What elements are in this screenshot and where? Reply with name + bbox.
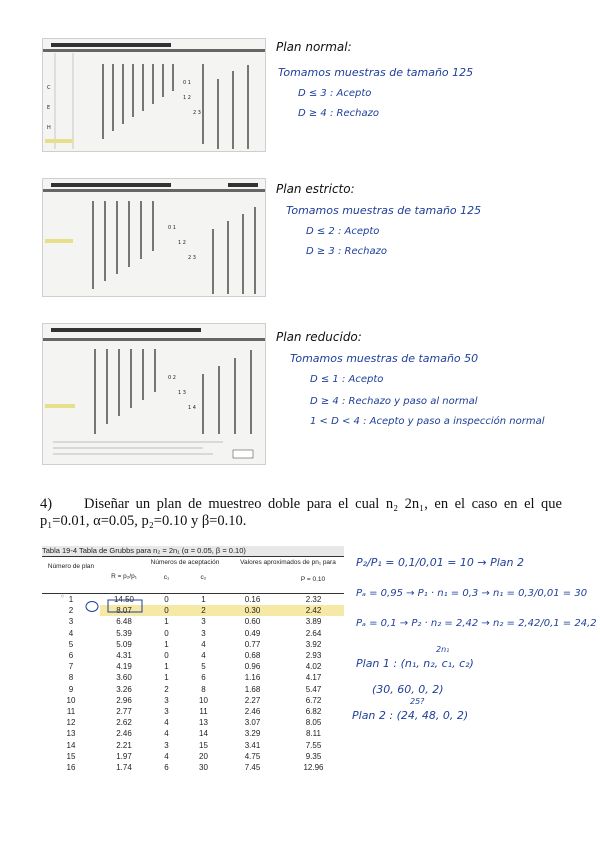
table-cell: 0 — [164, 628, 169, 638]
svg-text:0 1: 0 1 — [183, 80, 191, 86]
table-cell: 4.19 — [116, 662, 132, 672]
table-cell: 1 — [68, 595, 74, 604]
table-image-reduced — [42, 323, 266, 465]
question-number: 4) — [40, 496, 53, 512]
table-cell: 0 — [164, 651, 169, 661]
col-r-header: R = p₂/p₁ — [111, 573, 137, 580]
plan-strict-title: Plan estricto: — [276, 182, 355, 196]
table-row — [42, 661, 344, 672]
table-cell: 7 — [68, 662, 74, 672]
table-cell: 4 — [164, 718, 169, 728]
svg-text:0 1: 0 1 — [168, 225, 176, 231]
table-cell: 6.72 — [305, 695, 322, 705]
table-cell: 4 — [164, 729, 169, 739]
table-cell: 2.46 — [244, 707, 261, 717]
table-cell: 4.02 — [305, 662, 322, 672]
table-cell: 3.07 — [244, 718, 261, 728]
svg-text:2 3: 2 3 — [193, 110, 201, 116]
table-cell: 0 — [164, 595, 169, 604]
table-row — [42, 740, 344, 751]
sampling-table-strict — [43, 179, 265, 296]
table-cell: 1.74 — [116, 763, 132, 773]
table-cell: 4.17 — [305, 673, 322, 683]
table-cell: 1 — [201, 595, 206, 604]
table-cell: 0.49 — [244, 628, 261, 638]
table-cell: 3 — [164, 740, 169, 750]
table-cell: 3.41 — [244, 740, 261, 750]
table-cell: 1 — [164, 662, 169, 672]
table-cell: 1.68 — [244, 684, 261, 694]
svg-text:E: E — [47, 105, 51, 111]
table-cell: 14 — [66, 740, 76, 750]
table-cell: 12.96 — [303, 763, 324, 773]
table-cell: 14 — [199, 729, 208, 739]
note-plan1-above: 2n₁ — [436, 645, 450, 654]
table-cell: 2.21 — [116, 740, 132, 750]
table-cell: 8 — [201, 684, 206, 694]
svg-text:2 3: 2 3 — [188, 255, 196, 261]
plan-normal-title: Plan normal: — [276, 40, 352, 54]
grubbs-table — [42, 546, 344, 773]
table-cell: 2.46 — [116, 729, 132, 739]
note-plan1-values: (30, 60, 0, 2) — [372, 683, 444, 696]
table-cell: 6.82 — [305, 707, 322, 717]
table-cell: 16 — [66, 763, 76, 773]
col-c2-header: c₂ — [200, 574, 207, 581]
plan-normal-sample: Tomamos muestras de tamaño 125 — [278, 66, 474, 79]
table-cell: 2.77 — [116, 707, 132, 717]
table-row — [42, 706, 344, 717]
table-cell: 0.68 — [244, 651, 261, 661]
table-row — [42, 639, 344, 650]
table-row — [42, 628, 344, 639]
svg-text:1 3: 1 3 — [178, 390, 186, 396]
table-cell: 15 — [66, 751, 76, 761]
table-cell: 0.96 — [244, 662, 261, 672]
table-cell: 13 — [199, 718, 208, 728]
table-cell: 3.29 — [244, 729, 261, 739]
plan-reduced-sample: Tomamos muestras de tamaño 50 — [290, 352, 479, 365]
table-cell: 6.48 — [116, 617, 132, 627]
plan-reduced-rule-accept: D ≤ 1 : Acepto — [310, 374, 384, 385]
table-cell: 4.31 — [116, 651, 132, 661]
table-cell: 2.32 — [305, 595, 322, 604]
note-plan2-above: 25? — [410, 697, 425, 706]
table-cell: 5 — [68, 639, 74, 649]
table-cell: 8.07 — [100, 605, 148, 616]
table-cell: 5 — [201, 662, 206, 672]
table-cell: 8 — [68, 673, 74, 683]
table-cell: 4 — [201, 651, 206, 661]
note-pa-01: Pₐ = 0,1 → P₂ · n₂ = 2,42 → n₂ = 2,42/0,1 = 24,2 — [356, 618, 597, 629]
table-cell: 4 — [201, 639, 206, 649]
table-cell: 15 — [199, 740, 208, 750]
table-row — [42, 672, 344, 683]
table-cell: 1 — [164, 639, 169, 649]
table-cell: 30 — [199, 763, 208, 773]
table-cell: 6 — [164, 763, 169, 773]
table-cell: 3 — [68, 617, 74, 627]
plan-reduced-title: Plan reducido: — [276, 330, 362, 344]
table-cell: 2.27 — [244, 695, 261, 705]
table-cell: 2.64 — [305, 628, 322, 638]
plan-reduced-rule-reject: D ≥ 4 : Rechazo y paso al normal — [310, 396, 478, 407]
table-row — [42, 717, 344, 728]
col-c1-header: c₁ — [163, 574, 170, 581]
svg-text:1 2: 1 2 — [178, 240, 186, 246]
col-plan-header: Número de plan — [47, 563, 95, 570]
question-text: Diseñar un plan de muestreo doble para el cual n₂ 2n₁, en el caso en el que p₁=0.01, α=0.05, p₂=0.10 y β=0.10. — [40, 496, 562, 529]
plan-reduced-rule-between: 1 < D < 4 : Acepto y paso a inspección normal — [310, 416, 545, 427]
table-row — [42, 695, 344, 706]
col-p-header: P = 0.10 — [300, 576, 326, 583]
table-cell: 3.89 — [305, 617, 322, 627]
table-cell: 4.75 — [244, 751, 261, 761]
table-cell: 8.11 — [306, 729, 321, 739]
table-cell: 9 — [68, 684, 74, 694]
svg-text:H: H — [47, 125, 51, 131]
table-cell: 7.45 — [244, 763, 261, 773]
table-cell: 5.39 — [116, 628, 132, 638]
table-cell: 1.97 — [116, 751, 132, 761]
table-cell: 3.26 — [116, 684, 132, 694]
table-cell: 1 — [164, 673, 169, 683]
table-row — [42, 650, 344, 661]
table-row — [42, 728, 344, 739]
table-cell: 2 — [164, 684, 169, 694]
table-cell: 0 — [148, 605, 185, 616]
table-image-strict — [42, 178, 266, 297]
table-annotations — [40, 585, 160, 625]
table-cell: 2.62 — [116, 718, 132, 728]
table-cell: 2.42 — [283, 605, 344, 616]
note-plan1: Plan 1 : (n₁, n₂, c₁, c₂) — [356, 657, 474, 670]
table-cell: 3 — [201, 628, 206, 638]
table-cell: 3.92 — [305, 639, 322, 649]
table-cell: 3.60 — [116, 673, 132, 683]
svg-text:0 2: 0 2 — [168, 375, 176, 381]
table-cell: 4 — [164, 751, 169, 761]
col-vals-header: Valores aproximados de pn₁ para — [240, 559, 336, 566]
table-row — [42, 762, 344, 773]
table-cell: 11 — [66, 707, 76, 717]
table-cell: 0.60 — [244, 617, 261, 627]
plan-normal-rule-reject: D ≥ 4 : Rechazo — [298, 108, 379, 119]
table-cell: 20 — [199, 751, 208, 761]
table-cell: 5.09 — [116, 639, 132, 649]
plan-strict-sample: Tomamos muestras de tamaño 125 — [286, 204, 482, 217]
table-cell: 13 — [66, 729, 76, 739]
plan-normal-rule-accept: D ≤ 3 : Acepto — [298, 88, 372, 99]
table-cell: 0.16 — [244, 595, 261, 604]
table-cell: 12 — [66, 718, 76, 728]
sampling-table-normal — [43, 39, 265, 151]
col-acc-header: Números de aceptación — [150, 559, 220, 566]
table-cell: 2.93 — [305, 651, 322, 661]
table-cell: 2 — [185, 605, 222, 616]
table-cell: 1 — [164, 617, 169, 627]
table-cell: 0.30 — [222, 605, 283, 616]
svg-text:1 2: 1 2 — [183, 95, 191, 101]
table-cell: 9.35 — [305, 751, 322, 761]
table-cell: 6 — [68, 651, 74, 661]
table-cell: 7.55 — [305, 740, 322, 750]
table-cell: 10 — [199, 695, 208, 705]
table-cell: 11 — [199, 707, 208, 717]
svg-text:C: C — [47, 85, 51, 91]
svg-text:1 4: 1 4 — [188, 405, 196, 411]
table-cell: 14.50 — [113, 595, 135, 604]
table-cell: 3 — [164, 707, 169, 717]
table-row — [42, 751, 344, 762]
table-cell: 3 — [201, 617, 206, 627]
table-cell: 0.77 — [244, 639, 261, 649]
table-cell: 10 — [66, 695, 76, 705]
note-pa-095: Pₐ = 0,95 → P₁ · n₁ = 0,3 → n₁ = 0,3/0,01 = 30 — [356, 588, 588, 599]
table-cell: 4 — [68, 628, 74, 638]
table-row — [42, 684, 344, 695]
plan-strict-rule-accept: D ≤ 2 : Acepto — [306, 226, 380, 237]
note-ratio: P₂/P₁ = 0,1/0,01 = 10 → Plan 2 — [356, 556, 525, 569]
sampling-table-reduced — [43, 324, 265, 464]
table-cell: 3 — [164, 695, 169, 705]
note-plan2: Plan 2 : (24, 48, 0, 2) — [352, 709, 469, 722]
table-image-normal — [42, 38, 266, 152]
svg-text:◦: ◦ — [60, 592, 65, 601]
plan-strict-rule-reject: D ≥ 3 : Rechazo — [306, 246, 387, 257]
table-cell: 1.16 — [244, 673, 261, 683]
table-cell: 2 — [68, 606, 74, 616]
table-cell: 8.05 — [305, 718, 322, 728]
table-cell: 2.96 — [116, 695, 132, 705]
table-cell: 6 — [201, 673, 206, 683]
grubbs-table-title: Tabla 19-4 Tabla de Grubbs para n₂ = 2n₁ (α = 0.05, β = 0.10) — [42, 546, 344, 556]
table-cell: 5.47 — [305, 684, 322, 694]
